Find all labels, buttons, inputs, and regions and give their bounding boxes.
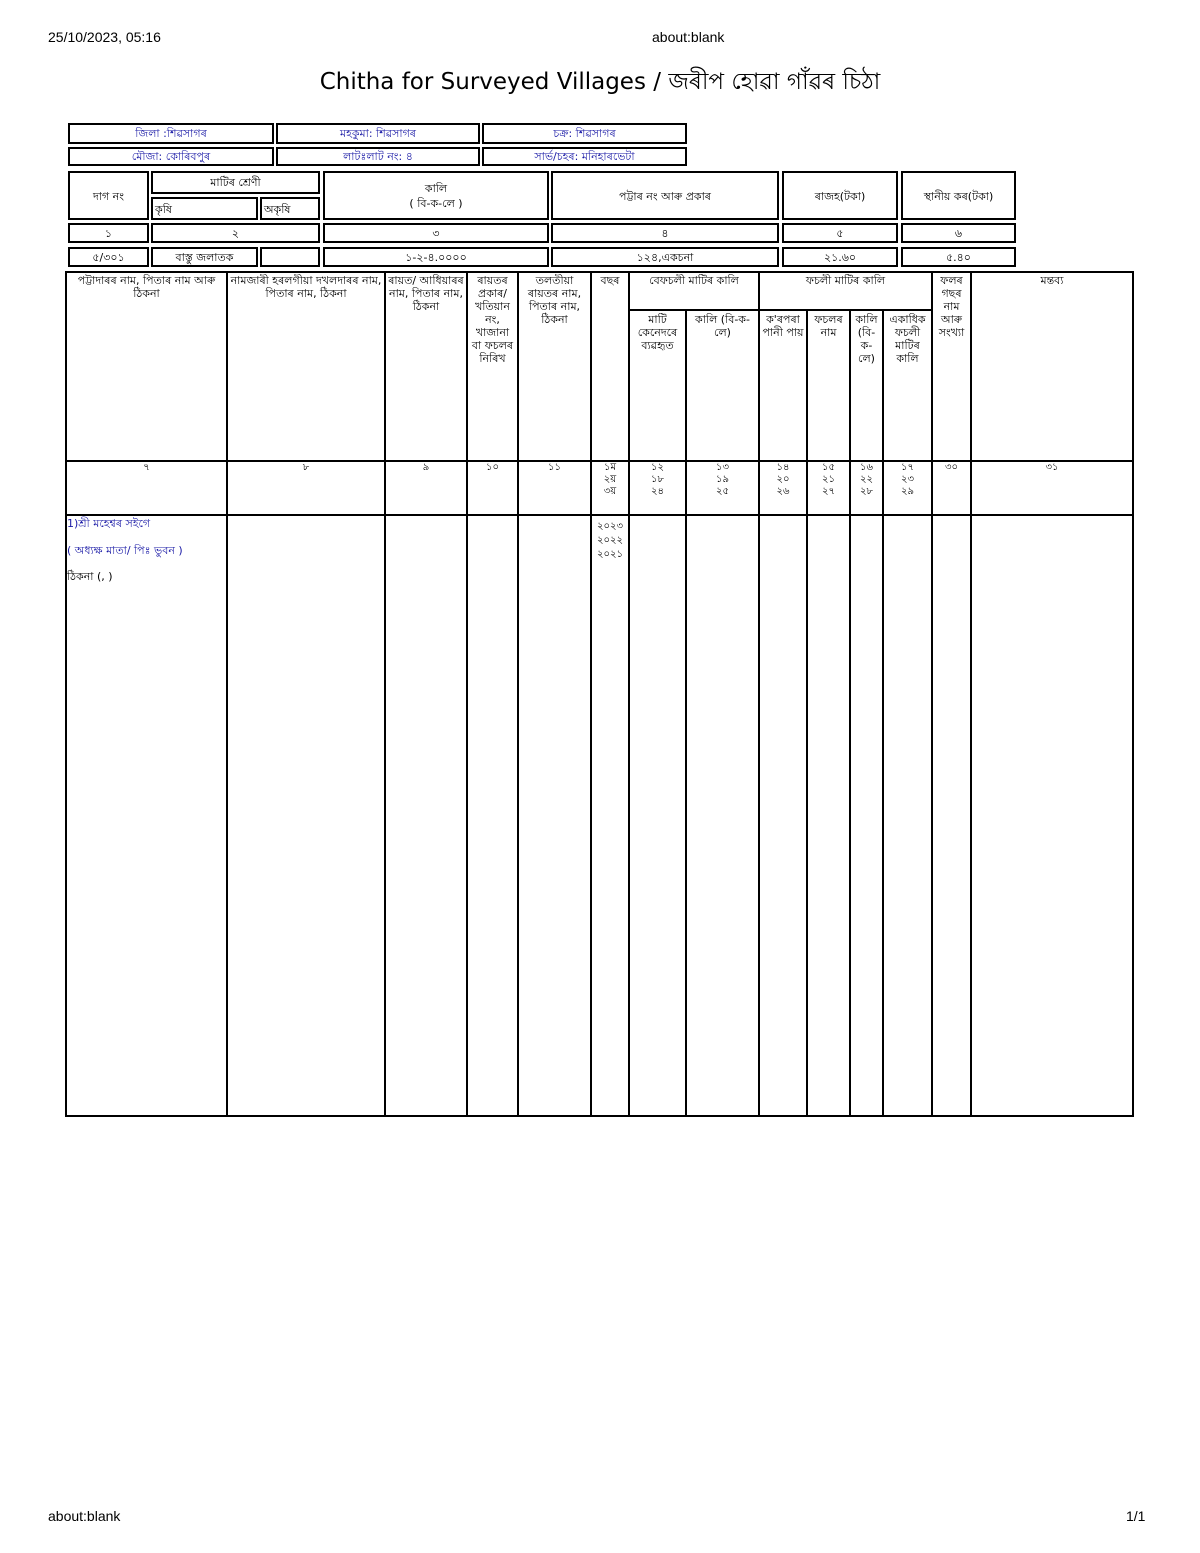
owner-name: 1)শ্ৰী মহেশ্বৰ সইগে xyxy=(67,517,151,530)
owner-colnum-c2: ৮ xyxy=(302,462,310,473)
colnum-c8-2: ১৯ xyxy=(716,474,729,485)
plot-colnum-3 xyxy=(323,223,549,243)
mouza-box xyxy=(68,147,274,166)
patta-label: পট্টাৰ নং আৰু প্ৰকাৰ xyxy=(619,190,711,203)
non-agri-label: অকৃষি xyxy=(264,203,291,216)
colnum-c7-3: ২৪ xyxy=(651,486,664,497)
non-crop-group-header: বেফচলী মাটিৰ কালি xyxy=(649,274,739,287)
patta-value: ১২৪,একচনা xyxy=(636,251,694,264)
colnum-c12-1: ১৭ xyxy=(901,462,914,473)
circle-text: চক্ৰ: শিৱসাগৰ xyxy=(553,127,616,140)
colnum-c9-3: ২৬ xyxy=(776,486,790,497)
col-divider-12 xyxy=(931,271,933,1117)
owner-colnum-c8 xyxy=(687,462,758,498)
colnum-c11-1: ১৬ xyxy=(860,462,873,473)
local-tax-cell xyxy=(901,247,1016,267)
circle-box xyxy=(482,123,687,144)
owner-header-c7: মাটি কেনেদৰে ব্যৱহৃত xyxy=(637,313,678,352)
patta-cell xyxy=(551,247,779,267)
colnum-c8-3: ২৫ xyxy=(716,486,729,497)
colnum-c7-1: ১২ xyxy=(651,462,664,473)
agri-header xyxy=(151,197,258,220)
plot-colnum-1-text: ১ xyxy=(104,227,113,240)
col-divider-13 xyxy=(970,271,972,1117)
area-cell xyxy=(323,247,549,267)
dag-no-value: ৫/৩০১ xyxy=(92,251,125,264)
owner-header-c2: নামজাৰী হৰলগীয়া দখলদাৰৰ নাম, পিতাৰ নাম, ঠিকনা xyxy=(230,274,382,300)
subgroup-divider xyxy=(629,309,932,311)
area-unit: ( বি-ক-লে ) xyxy=(409,197,463,210)
plot-colnum-4 xyxy=(551,223,779,243)
area-header xyxy=(323,171,549,220)
colnum-c12-3: ২৯ xyxy=(901,486,914,497)
col-divider-9 xyxy=(806,309,808,1117)
owner-header-c10: ফচলৰ নাম xyxy=(814,313,843,339)
year-label-3: ৩য় xyxy=(603,486,617,497)
land-class-value: বাস্তু জলাতক xyxy=(175,251,234,264)
col-divider-3 xyxy=(466,271,468,1117)
non-agri-cell xyxy=(260,247,320,267)
owner-header-c1: পট্টাদাৰৰ নাম, পিতাৰ নাম আৰু ঠিকনা xyxy=(77,274,216,300)
owner-address: ঠিকনা (, ) xyxy=(67,570,113,583)
plot-colnum-3-text: ৩ xyxy=(432,227,440,240)
lot-text: লাটঃলাট নং: ৪ xyxy=(343,150,413,163)
owner-header-c3: ৰায়ত/ আধিয়াৰৰ নাম, পিতাৰ নাম, ঠিকনা xyxy=(388,274,464,313)
year-2: ২০২২ xyxy=(596,535,623,546)
mouza-text: মৌজা: কোৰিবপুৰ xyxy=(131,150,211,163)
dag-no-header xyxy=(68,171,149,220)
print-url-bottom: about:blank xyxy=(48,1508,121,1524)
lot-box xyxy=(276,147,480,166)
year-label-1: ১ম xyxy=(603,462,617,473)
dag-no-label: দাগ নং xyxy=(93,190,124,203)
plot-colnum-2-text: ২ xyxy=(231,227,240,240)
page-title: Chitha for Surveyed Villages / জৰীপ হোৱা গাঁৱৰ চিঠা xyxy=(319,69,881,95)
col-divider-4 xyxy=(517,271,519,1117)
colnum-c7-2: ১৮ xyxy=(651,474,664,485)
print-page-count: 1/1 xyxy=(1126,1508,1146,1524)
area-label: কালি xyxy=(424,182,448,195)
owner-header-c4: ৰায়তৰ প্ৰকাৰ/ খতিয়ান নং, খাজানা বা ফচলৰ নিৰিখ xyxy=(471,274,514,365)
owner-header-c12: একাধিক ফচলী মাটিৰ কালি xyxy=(889,313,926,365)
owner-parent: ( অধ্যক্ষ মাতা/ পিঃ ভুবন ) xyxy=(67,544,183,557)
revenue-cell xyxy=(782,247,898,267)
year-3: ২০২১ xyxy=(597,549,623,560)
owner-header-c5: তলতীয়া ৰায়তৰ নাম, পিতাৰ নাম, ঠিকনা xyxy=(527,274,582,326)
col-divider-2 xyxy=(384,271,386,1117)
revenue-value: ২১.৬০ xyxy=(823,251,857,264)
col-divider-6 xyxy=(628,271,630,1117)
plot-colnum-6-text: ৬ xyxy=(954,227,963,240)
land-class-cell xyxy=(151,247,258,267)
village-text: সার্ভ/চহৰ: মনিহাৰভেটা xyxy=(534,150,635,163)
non-agri-header xyxy=(260,197,320,220)
land-class-label: মাটিৰ শ্ৰেণী xyxy=(210,176,261,189)
owner-header-c6: বছৰ xyxy=(600,274,620,287)
subdivision-box xyxy=(276,123,480,144)
plot-colnum-2 xyxy=(151,223,320,243)
district-box xyxy=(68,123,274,144)
print-datetime: 25/10/2023, 05:16 xyxy=(48,29,161,45)
owner-colnum-c13: ৩০ xyxy=(944,462,958,473)
owner-colnum-c11 xyxy=(851,462,882,498)
colnum-c9-2: ২০ xyxy=(776,474,790,485)
owner-colnum-c12 xyxy=(884,462,931,498)
owner-colnum-c6 xyxy=(592,462,628,498)
col-divider-10 xyxy=(849,309,851,1117)
land-class-header xyxy=(151,171,320,194)
plot-colnum-5-text: ৫ xyxy=(836,227,844,240)
col-divider-11 xyxy=(882,309,884,1117)
owner-colnum-c14: ৩১ xyxy=(1045,462,1059,473)
owner-colnum-c4: ১০ xyxy=(486,462,499,473)
col-divider-7 xyxy=(685,309,687,1117)
colnum-c10-1: ১৫ xyxy=(822,462,835,473)
local-tax-header xyxy=(901,171,1016,220)
colnum-c9-1: ১৪ xyxy=(776,462,790,473)
revenue-label: ৰাজহ(টকা) xyxy=(814,190,866,203)
owner-colnum-c9 xyxy=(760,462,806,498)
dag-no-cell xyxy=(68,247,149,267)
col-divider-8 xyxy=(758,271,760,1117)
owner-header-c11: কালি (বি-ক-লে) xyxy=(855,313,878,365)
owner-header-c8: কালি (বি-ক-লে) xyxy=(695,313,750,339)
patta-header xyxy=(551,171,779,220)
year-1: ২০২৩ xyxy=(596,521,623,532)
agri-label: কৃষি xyxy=(155,203,172,216)
print-url-top: about:blank xyxy=(652,29,725,45)
owner-colnum-c5: ১১ xyxy=(548,462,561,473)
owner-header-c13: ফলৰ গছৰ নাম আৰু সংখ্যা xyxy=(938,274,965,339)
year-label-2: ২য় xyxy=(603,474,617,485)
years-cell xyxy=(592,520,628,562)
col-divider-5 xyxy=(590,271,592,1117)
owner-header-c14: মন্তব্য xyxy=(1040,274,1064,287)
owner-colnum-c3: ৯ xyxy=(422,462,430,473)
area-value: ১-২-৪.০০০০ xyxy=(405,251,467,264)
colnum-c8-1: ১৩ xyxy=(716,462,729,473)
owner-colnum-c1: ৭ xyxy=(143,462,150,473)
village-box xyxy=(482,147,687,166)
crop-group-header: ফচলী মাটিৰ কালি xyxy=(805,274,886,287)
owner-colnum-c10 xyxy=(808,462,849,498)
colnum-c11-2: ২২ xyxy=(859,474,873,485)
col-divider-1 xyxy=(226,271,228,1117)
plot-colnum-1 xyxy=(68,223,149,243)
plot-colnum-5 xyxy=(782,223,898,243)
subdivision-text: মহকুমা: শিৱসাগৰ xyxy=(339,127,417,140)
plot-colnum-6 xyxy=(901,223,1016,243)
plot-colnum-4-text: ৪ xyxy=(661,227,669,240)
colnum-c11-3: ২৮ xyxy=(860,486,873,497)
owner-header-c9: ক'ৰপৰা পানী পায় xyxy=(762,313,804,339)
local-tax-value: ৫.৪০ xyxy=(946,251,971,264)
district-text: জিলা :শিৱসাগৰ xyxy=(135,127,207,140)
owner-colnum-c7 xyxy=(630,462,685,498)
colnum-c10-3: ২৭ xyxy=(821,486,835,497)
local-tax-label: স্থানীয় কৰ(টকা) xyxy=(923,190,994,203)
colnum-c10-2: ২১ xyxy=(822,474,835,485)
colnum-c12-2: ২৩ xyxy=(900,474,914,485)
revenue-header xyxy=(782,171,898,220)
